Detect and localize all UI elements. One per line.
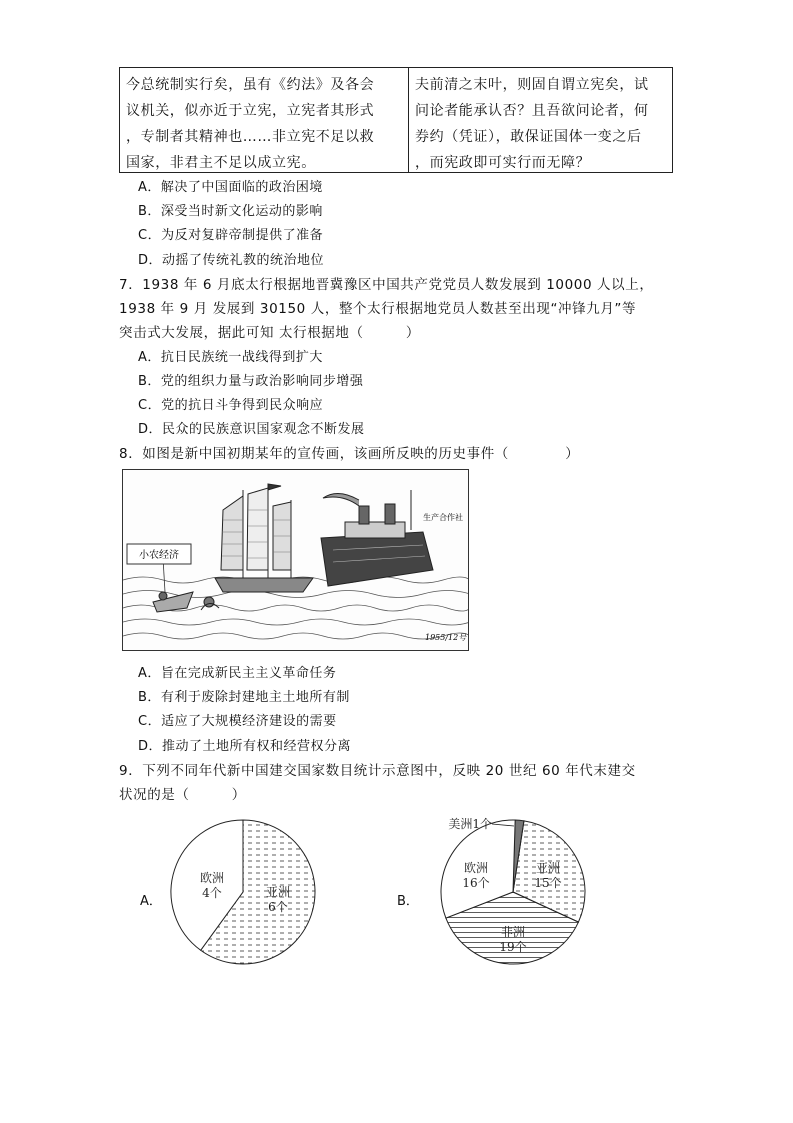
q9-stem-line: 状况的是（ ） — [119, 787, 246, 803]
pie-chart-b[interactable] — [420, 810, 620, 980]
quote-left-line: 议机关，似亦近于立宪，立宪者其形式 — [126, 103, 375, 119]
quote-right-line: 夫前清之末叶，则固自谓立宪矣，试 — [415, 77, 649, 93]
pie-label-亚洲: 15个 — [534, 876, 562, 890]
pie-label-亚洲: 亚洲 — [535, 861, 561, 875]
pie-label-美洲: 美洲1个 — [448, 817, 492, 831]
small-boat — [153, 592, 219, 612]
q7-option-c[interactable]: C．党的抗日斗争得到民众响应 — [138, 398, 324, 413]
q7-stem-line: 1938 年 9 月 发展到 30150 人，整个太行根据地党员人数甚至出现“冲锋九月”等 — [119, 301, 637, 317]
quote-left-line: 国家，非君主不足以成立宪。 — [126, 155, 316, 171]
q7-option-d[interactable]: D．民众的民族意识国家观念不断发展 — [138, 422, 365, 437]
q7-stem-line: 突击式大发展，据此可知 太行根据地（ ） — [119, 325, 420, 341]
small-economy-label: 小农经济 — [139, 550, 179, 561]
pie-label-亚洲: 亚洲 — [265, 885, 291, 899]
cartoon-drawing — [123, 470, 469, 651]
pie-label-欧洲: 欧洲 — [199, 871, 225, 885]
q7-option-a[interactable]: A．抗日民族统一战线得到扩大 — [138, 350, 323, 365]
quote-right-line: 问论者能承认否？且吾欲问论者，何 — [415, 103, 649, 119]
q9-option-a-label[interactable]: A． — [140, 894, 162, 909]
junk-ship — [215, 484, 313, 592]
q9-option-b-label[interactable]: B． — [397, 894, 419, 909]
cartoon-date: 1955/12号 — [425, 633, 467, 642]
pie-chart-a[interactable] — [160, 810, 360, 980]
quote-table — [119, 67, 673, 173]
q8-option-c[interactable]: C．适应了大规模经济建设的需要 — [138, 714, 337, 729]
q6-option-c[interactable]: C．为反对复辟帝制提供了准备 — [138, 228, 324, 243]
quote-right-cell — [409, 68, 672, 172]
quote-right-line: 券约（凭证），敢保证国体一变之后 — [415, 129, 642, 145]
quote-left-line: 今总统制实行矣，虽有《约法》及各会 — [126, 77, 375, 93]
quote-left-cell — [120, 68, 409, 172]
pie-label-欧洲: 4个 — [202, 886, 222, 900]
steamship — [321, 490, 433, 586]
q6-option-b[interactable]: B．深受当时新文化运动的影响 — [138, 204, 323, 219]
coop-label: 生产合作社 — [423, 513, 463, 522]
quote-right-line: ，而宪政即可实行而无障？ — [415, 155, 591, 171]
pie-label-欧洲: 欧洲 — [463, 861, 489, 875]
q8-option-d[interactable]: D．推动了土地所有权和经营权分离 — [138, 739, 352, 754]
q9-stem-line: 9．下列不同年代新中国建交国家数目统计示意图中，反映 20 世纪 60 年代末建交 — [119, 763, 636, 779]
pie-label-亚洲: 6个 — [268, 900, 288, 914]
pie-label-欧洲: 16个 — [462, 876, 490, 890]
quote-left-line: ，专制者其精神也……非立宪不足以救 — [126, 129, 375, 145]
q8-stem: 8．如图是新中国初期某年的宣传画，该画所反映的历史事件（ ） — [119, 446, 580, 462]
q6-option-a[interactable]: A．解决了中国面临的政治困境 — [138, 180, 323, 195]
pie-label-非洲: 非洲 — [500, 925, 526, 939]
q7-option-b[interactable]: B．党的组织力量与政治影响同步增强 — [138, 374, 364, 389]
pie-label-非洲: 19个 — [499, 940, 527, 954]
q7-stem-line: 7．1938 年 6 月底太行根据地晋冀豫区中国共产党党员人数发展到 10000 人以上， — [119, 277, 654, 293]
q6-option-d[interactable]: D．动摇了传统礼教的统治地位 — [138, 253, 325, 268]
propaganda-cartoon — [122, 469, 469, 651]
q8-option-a[interactable]: A．旨在完成新民主主义革命任务 — [138, 666, 337, 681]
q8-option-b[interactable]: B．有利于废除封建地主土地所有制 — [138, 690, 350, 705]
